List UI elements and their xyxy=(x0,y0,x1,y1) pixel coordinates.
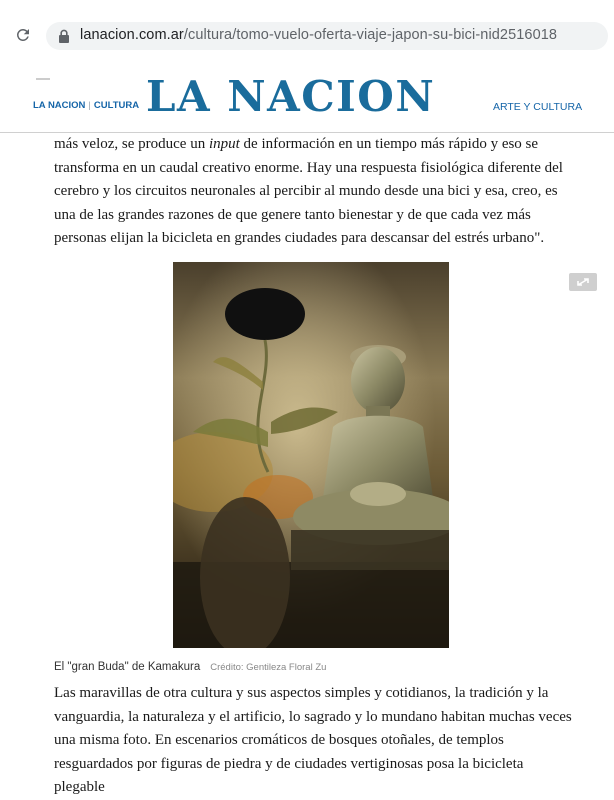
url-text[interactable] xyxy=(80,27,557,43)
header-mark xyxy=(36,78,50,80)
breadcrumb xyxy=(33,100,139,111)
figure-credit: Crédito: Gentileza Floral Zu xyxy=(210,662,327,673)
breadcrumb-home[interactable]: LA NACION xyxy=(33,100,86,111)
article-paragraph xyxy=(54,133,574,251)
section-link[interactable]: ARTE Y CULTURA xyxy=(493,101,583,113)
buddha-photo[interactable] xyxy=(173,262,449,648)
expand-image-button[interactable] xyxy=(569,273,597,291)
article-paragraph-2: Las maravillas de otra cultura y sus aspectos simples y cotidianos, la tradición y la vanguardia, la naturaleza y el artificio, lo sagrado y lo mundano habitan muchas veces una misma foto. En escenarios cromáticos de bosques otoñales, de templos resguardados por figuras de piedra y de ciudades vertiginosas posa la bicicleta plegable xyxy=(54,685,572,796)
expand-icon xyxy=(569,273,597,291)
breadcrumb-section[interactable]: CULTURA xyxy=(93,100,140,111)
url-domain: lanacion.com.ar xyxy=(80,27,184,43)
site-header xyxy=(0,62,614,133)
site-logo[interactable]: LA NACION xyxy=(146,72,436,121)
reload-icon[interactable] xyxy=(14,26,32,44)
url-path: /cultura/tomo-vuelo-oferta-viaje-japon-su-bici-nid2516018 xyxy=(183,27,558,43)
para1-end: de información en un tiempo más rápido y eso se transforma en un caudal creativo enorme. Hay una respuesta fisiológica diferente del cerebro y los circuitos neuronales al percibir al mundo desde una bici y esa, creo, es una de las grandes razones de que genere tanto bienestar y de que cada vez más personas elijan la bicicleta en grandes ciudades para descansar del estrés urbano". xyxy=(54,136,563,247)
browser-toolbar xyxy=(0,0,614,63)
para1-emphasis: input xyxy=(208,136,240,152)
figure-caption-row xyxy=(54,661,326,673)
para1-start: más veloz, se produce un xyxy=(54,136,209,152)
figure-caption: El "gran Buda" de Kamakura xyxy=(54,661,201,673)
breadcrumb-separator: | xyxy=(88,100,91,111)
lock-icon[interactable] xyxy=(58,29,70,43)
